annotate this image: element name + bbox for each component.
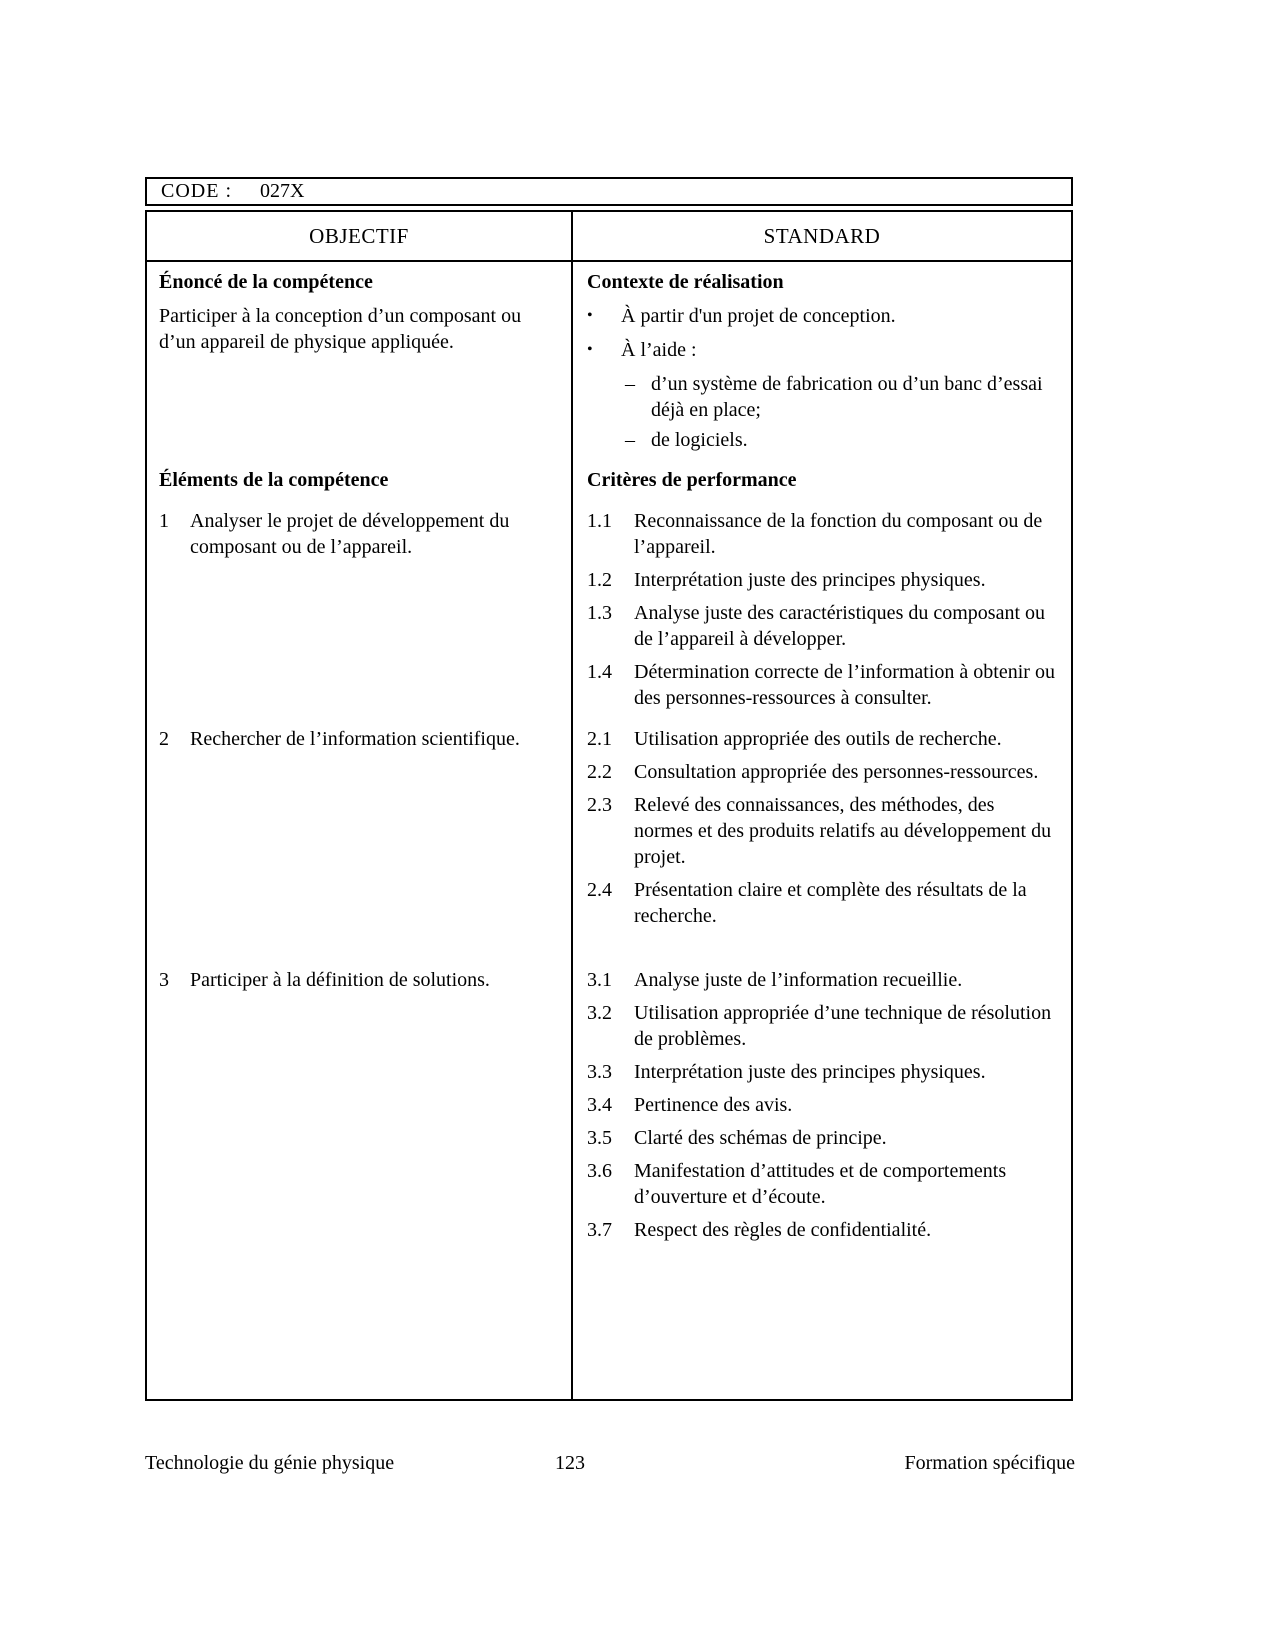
bullet-text: À partir d'un projet de conception. <box>621 305 896 327</box>
element-text: Analyser le projet de développement du composant ou de l’appareil. <box>190 510 510 558</box>
bullet-icon: • <box>587 307 593 324</box>
dash-icon: – <box>625 373 635 395</box>
criteria-text: Pertinence des avis. <box>634 1094 793 1116</box>
enonce-title: Énoncé de la compétence <box>159 271 373 293</box>
criteria-cell <box>571 960 1071 1399</box>
criteria-cell <box>571 501 1071 719</box>
contexte-title: Contexte de réalisation <box>587 271 784 293</box>
row-section-headers <box>147 460 1071 501</box>
row-element-1 <box>147 501 1071 719</box>
criteria-item <box>587 726 1055 752</box>
criteria-item <box>587 759 1055 785</box>
bullet-icon: • <box>587 341 593 358</box>
criteria-num: 1.2 <box>587 569 612 591</box>
criteria-num: 3.3 <box>587 1061 612 1083</box>
criteria-text: Relevé des connaissances, des méthodes, des normes et des produits relatifs au développement du projet. <box>634 794 1052 868</box>
criteria-text: Reconnaissance de la fonction du composant ou de l’appareil. <box>634 510 1043 558</box>
footer-page-number: 123 <box>555 1452 585 1474</box>
criteria-num: 2.3 <box>587 794 612 816</box>
criteria-num: 1.3 <box>587 602 612 624</box>
criteria-num: 2.4 <box>587 879 612 901</box>
enonce-body: Participer à la conception d’un composant ou d’un appareil de physique appliquée. <box>159 305 522 353</box>
criteria-text: Analyse juste de l’information recueillie. <box>634 969 963 991</box>
criteria-num: 2.1 <box>587 728 612 750</box>
criteria-num: 3.6 <box>587 1160 612 1182</box>
criteria-item <box>587 659 1055 711</box>
criteria-item <box>587 967 1055 993</box>
row-enonce-contexte <box>147 262 1071 460</box>
element-item <box>159 726 555 752</box>
criteria-item <box>587 567 1055 593</box>
criteres-header-cell <box>571 460 1071 501</box>
criteria-item <box>587 1125 1055 1151</box>
criteria-num: 3.5 <box>587 1127 612 1149</box>
element-item <box>159 508 555 560</box>
footer-program-name: Technologie du génie physique <box>145 1452 395 1474</box>
criteria-item <box>587 508 1055 560</box>
criteria-item <box>587 1217 1055 1243</box>
criteria-num: 1.1 <box>587 510 612 532</box>
criteria-num: 3.4 <box>587 1094 612 1116</box>
subitem-text: d’un système de fabrication ou d’un banc d’essai déjà en place; <box>651 373 1043 421</box>
criteria-text: Consultation appropriée des personnes-ressources. <box>634 761 1039 783</box>
bullet-text: À l’aide : <box>621 339 697 361</box>
enonce-cell <box>147 262 571 460</box>
criteria-item <box>587 792 1055 870</box>
criteria-item <box>587 1158 1055 1210</box>
list-item <box>587 337 1055 363</box>
criteria-text: Utilisation appropriée d’une technique de résolution de problèmes. <box>634 1002 1052 1050</box>
element-text: Participer à la définition de solutions. <box>190 969 490 991</box>
element-cell <box>147 960 571 1399</box>
subitem-text: de logiciels. <box>651 429 748 451</box>
table-header-row <box>147 212 1071 262</box>
code-box <box>145 177 1073 206</box>
criteria-text: Détermination correcte de l’information à obtenir ou des personnes-ressources à consulter. <box>634 661 1055 709</box>
criteria-text: Manifestation d’attitudes et de comportements d’ouverture et d’écoute. <box>634 1160 1007 1208</box>
criteria-item <box>587 1059 1055 1085</box>
code-value: 027X <box>260 180 305 202</box>
element-num: 3 <box>159 969 169 991</box>
criteria-item <box>587 600 1055 652</box>
objectif-header: OBJECTIF <box>309 224 409 248</box>
criteria-num: 2.2 <box>587 761 612 783</box>
criteria-text: Présentation claire et complète des résultats de la recherche. <box>634 879 1027 927</box>
criteria-num: 3.2 <box>587 1002 612 1024</box>
criteria-text: Analyse juste des caractéristiques du composant ou de l’appareil à développer. <box>634 602 1045 650</box>
criteria-text: Respect des règles de confidentialité. <box>634 1219 932 1241</box>
criteria-text: Interprétation juste des principes physiques. <box>634 569 986 591</box>
criteria-item <box>587 1092 1055 1118</box>
row-element-3 <box>147 960 1071 1399</box>
footer-section-name: Formation spécifique <box>904 1452 1075 1474</box>
row-element-2 <box>147 719 1071 960</box>
element-text: Rechercher de l’information scientifique. <box>190 728 520 750</box>
list-subitem <box>625 371 1055 423</box>
criteria-num: 3.1 <box>587 969 612 991</box>
list-item <box>587 303 1055 329</box>
criteria-text: Utilisation appropriée des outils de recherche. <box>634 728 1002 750</box>
element-num: 2 <box>159 728 169 750</box>
standard-header: STANDARD <box>571 212 1071 260</box>
criteria-num: 1.4 <box>587 661 612 683</box>
elements-title: Éléments de la compétence <box>159 469 389 491</box>
elements-header-cell <box>147 460 571 501</box>
criteria-item <box>587 877 1055 929</box>
list-subitem <box>625 427 1055 453</box>
criteres-title: Critères de performance <box>587 469 797 491</box>
contexte-cell <box>571 262 1071 460</box>
element-cell <box>147 501 571 719</box>
criteria-text: Interprétation juste des principes physiques. <box>634 1061 986 1083</box>
criteria-cell <box>571 719 1071 960</box>
dash-icon: – <box>625 429 635 451</box>
element-item <box>159 967 555 993</box>
element-cell <box>147 719 571 960</box>
criteria-item <box>587 1000 1055 1052</box>
element-num: 1 <box>159 510 169 532</box>
code-label: CODE : <box>161 180 232 202</box>
competence-table <box>145 210 1073 1401</box>
criteria-text: Clarté des schémas de principe. <box>634 1127 887 1149</box>
criteria-num: 3.7 <box>587 1219 612 1241</box>
